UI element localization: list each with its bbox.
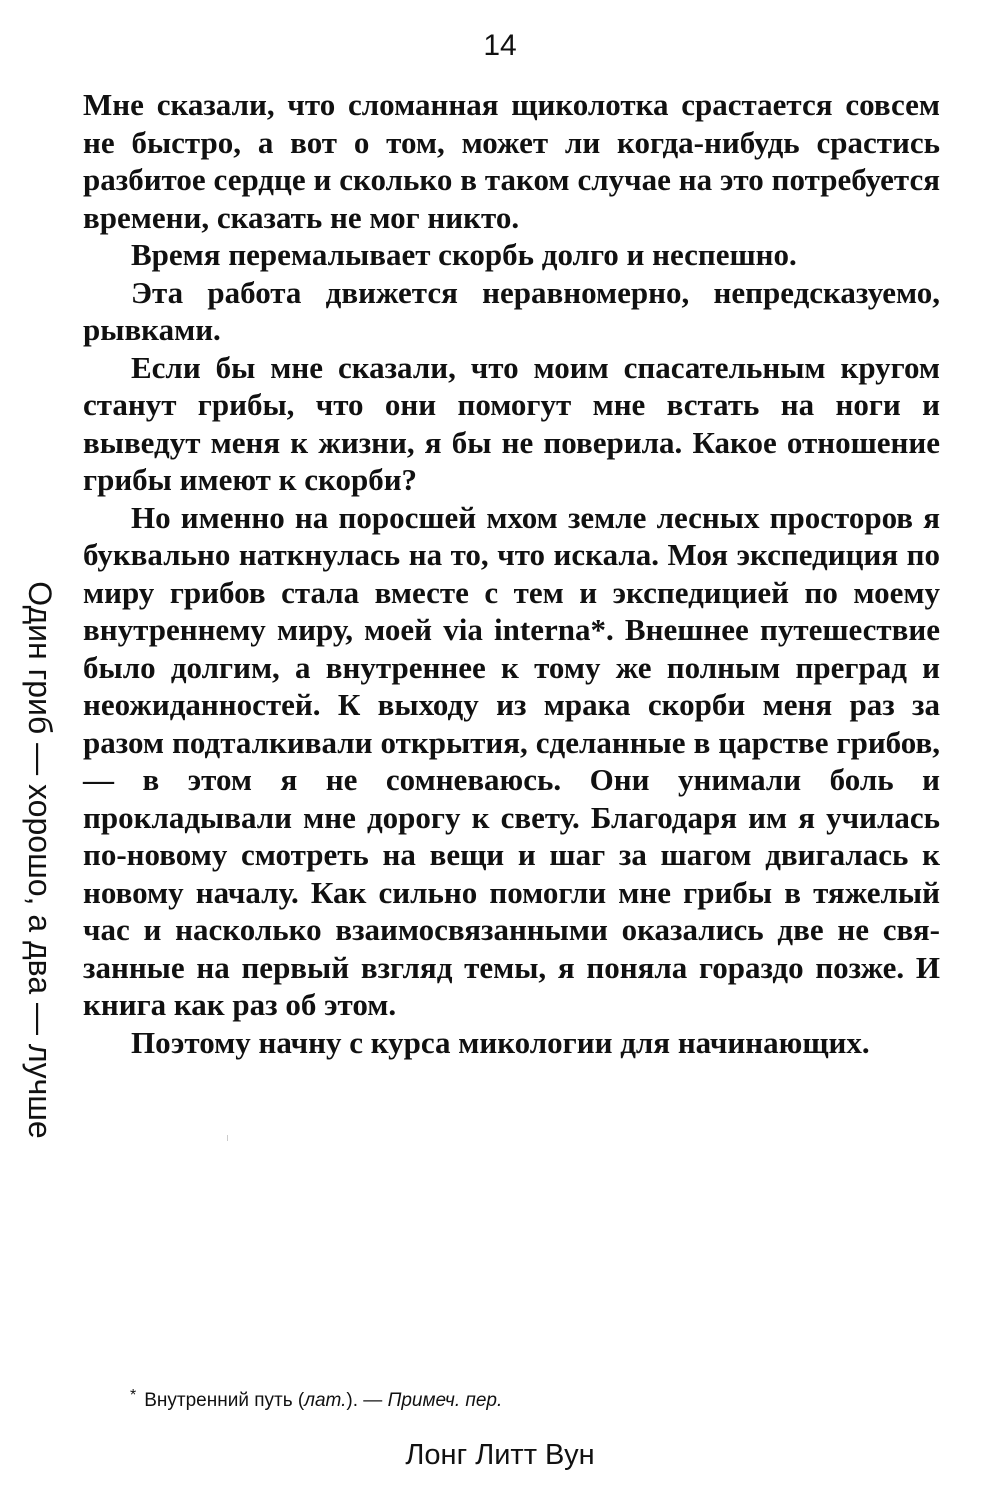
footnote-text: Внутренний путь ( — [144, 1390, 305, 1411]
paragraph: Мне сказали, что сломанная щиколотка срастается совсем не быстро, а вот о том, может ли когда-нибудь срастись разбитое сердце и сколько в таком случае на это потребуется времени, сказать не мог никто. — [83, 87, 940, 235]
page-number: 14 — [483, 29, 517, 62]
paragraph: Но именно на поросшей мхом земле лесных просторов я буквально наткнулась на то, что искала. Моя экспедиция по миру грибов стала вместе с тем и экспедицией по моему внутреннему миру, моей via interna*. Внешнее путешествие было долгим, а внутреннее к тому же полным преград и неожиданностей. К выходу из мрака скорби меня раз за разом подталкивали открытия, сделанные в царстве грибов, — в этом я не сомневаюсь. Они унимали боль и прокладывали мне дорогу к свету. Благодаря им я училась по-новому смотреть на вещи и шаг за шагом двигалась к новому началу. Как сильно помогли мне грибы в тяжелый час и насколько взаимосвязанными оказались две не связанные на первый взгляд темы, я поняла гораздо позже. И книга как раз об этом. — [83, 499, 940, 1022]
main-text — [83, 86, 940, 1061]
paragraph: Поэтому начну с курса микологии для начинающих. — [131, 1024, 870, 1060]
footnote-separator: ). — — [346, 1390, 388, 1411]
footnote-divider — [227, 1135, 228, 1141]
running-title: Один гриб — хорошо, а два — лучше — [22, 581, 58, 1139]
paragraph: Время перемалывает скорбь долго и неспешно. — [131, 237, 797, 272]
paragraph: Если бы мне сказали, что моим спасательным кругом станут грибы, что они помогут мне встать на ноги и выведут меня к жизни, я бы не поверила. Какое отношение грибы имеют к скорби? — [83, 349, 940, 497]
author-name: Лонг Литт Вун — [405, 1439, 595, 1471]
paragraph: Эта работа движется неравномерно, непредсказуемо, рывками. — [83, 274, 940, 347]
footnote — [130, 1388, 910, 1415]
footnote-mark: * — [130, 1387, 137, 1404]
footnote-note: Примеч. пер. — [387, 1390, 503, 1411]
footnote-language: лат. — [304, 1390, 347, 1411]
